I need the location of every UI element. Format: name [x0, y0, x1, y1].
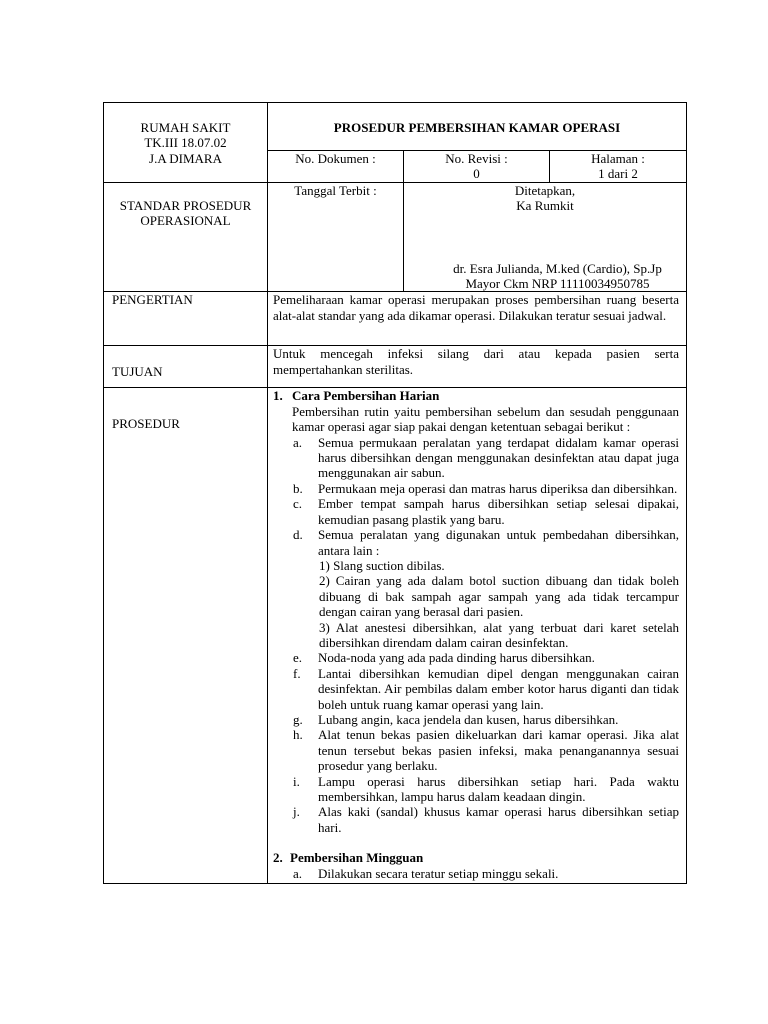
hospital-name: RUMAH SAKIT: [140, 120, 231, 135]
list-item-f: f. Lantai dibersihkan kemudian dipel dengan menggunakan cairan desinfektan. Air pembilas dalam ember kotor harus diganti dan tidak boleh untuk ruang kamar operasi yang lain.: [293, 665, 679, 712]
doc-number-label: No. Dokumen :: [295, 151, 376, 166]
approval-line2: Ka Rumkit: [516, 198, 574, 214]
section2-heading: [273, 850, 679, 865]
sop-label-line2: OPERASIONAL: [140, 213, 231, 229]
subitem-3: 3) Alat anestesi dibersihkan, alat yang terbuat dari karet setelah dibersihkan direndam dalam cairan desinfektan.: [319, 619, 679, 650]
section2-title: Pembersihan Mingguan: [290, 850, 424, 866]
issue-date-label: Tanggal Terbit :: [294, 182, 377, 198]
page-label: Halaman :: [591, 151, 645, 166]
list-item-d: d. Semua peralatan yang digunakan untuk pembedahan dibersihkan, antara lain :: [293, 527, 679, 558]
page-cell: [550, 151, 687, 183]
list-item-i: i. Lampu operasi harus dibersihkan setiap hari. Pada waktu membersihkan, lampu harus dalam keadaan dingin.: [293, 773, 679, 804]
section1-heading: [273, 388, 679, 403]
section1-intro: Pembersihan rutin yaitu pembersihan sebelum dan sesudah penggunaan kamar operasi agar siap pakai dengan ketentuan sebagai berikut :: [292, 403, 679, 435]
revision-cell: [404, 151, 550, 183]
sop-label-cell: [104, 182, 268, 292]
document-title: PROSEDUR PEMBERSIHAN KAMAR OPERASI: [268, 103, 687, 151]
sop-table: [103, 102, 687, 884]
subitem-1: 1) Slang suction dibilas.: [319, 557, 445, 573]
prosedur-label: PROSEDUR: [104, 388, 268, 884]
hospital-cell: [104, 103, 268, 183]
revision-value: 0: [473, 166, 480, 182]
doc-number-cell: [268, 151, 404, 183]
section2-item-a: a. Dilakukan secara teratur setiap minggu sekali.: [293, 865, 559, 881]
pengertian-label: PENGERTIAN: [104, 292, 268, 346]
signer-rank: Mayor Ckm NRP 11110034950785: [465, 276, 650, 292]
list-item-d-subitems: [273, 558, 679, 650]
revision-label: No. Revisi :: [445, 151, 508, 166]
list-item-b: b. Permukaan meja operasi dan matras harus diperiksa dan dibersihkan.: [293, 480, 678, 496]
page-value: 1 dari 2: [598, 166, 638, 182]
pengertian-text: Pemeliharaan kamar operasi merupakan proses pembersihan ruang beserta alat-alat standar yang ada dikamar operasi. Dilakukan teratur sesuai jadwal.: [268, 292, 687, 346]
section2-list: [273, 866, 679, 881]
section-spacer: [273, 835, 679, 850]
section2-number: 2.: [273, 850, 283, 866]
list-item-g: g. Lubang angin, kaca jendela dan kusen, harus dibersihkan.: [293, 711, 619, 727]
approval-cell: [404, 182, 687, 292]
issue-date-cell: [268, 182, 404, 292]
signer-name: dr. Esra Julianda, M.ked (Cardio), Sp.Jp: [453, 260, 662, 276]
list-item-a: a. Semua permukaan peralatan yang terdapat didalam kamar operasi harus dibersihkan dengan menggunakan desinfektan atau dapat juga menggunakan air sabun.: [293, 434, 679, 481]
tujuan-label: TUJUAN: [104, 346, 268, 388]
signature-space: [404, 214, 686, 261]
section1-list-continued: [273, 650, 679, 835]
section1-list: [273, 435, 679, 558]
prosedur-content: [268, 388, 687, 884]
list-item-c: c. Ember tempat sampah harus dibersihkan setiap selesai dipakai, kemudian pasang plastik yang baru.: [293, 496, 679, 527]
hospital-code: TK.III 18.07.02: [144, 135, 227, 151]
section1-number: 1.: [273, 388, 283, 404]
list-item-j: j. Alas kaki (sandal) khusus kamar operasi harus dibersihkan setiap hari.: [293, 804, 679, 835]
tujuan-text: Untuk mencegah infeksi silang dari atau kepada pasien serta mempertahankan sterilitas.: [268, 346, 687, 388]
subitem-2: 2) Cairan yang ada dalam botol suction dibuang dan tidak boleh dibuang di bak sampah agar sampah yang ada tidak tercampur dengan cairan yang berasal dari pasien.: [319, 573, 679, 620]
hospital-location: J.A DIMARA: [149, 150, 222, 166]
list-item-h: h. Alat tenun bekas pasien dikeluarkan dari kamar operasi. Jika alat tenun tersebut bekas pasien infeksi, maka penanganannya sesuai prosedur yang berlaku.: [293, 727, 679, 774]
sop-label-line1: STANDAR PROSEDUR: [119, 197, 252, 213]
approval-line1: Ditetapkan,: [514, 182, 576, 198]
section1-title: Cara Pembersihan Harian: [292, 388, 440, 404]
list-item-e: e. Noda-noda yang ada pada dinding harus dibersihkan.: [293, 650, 595, 666]
sop-document: [103, 102, 686, 884]
